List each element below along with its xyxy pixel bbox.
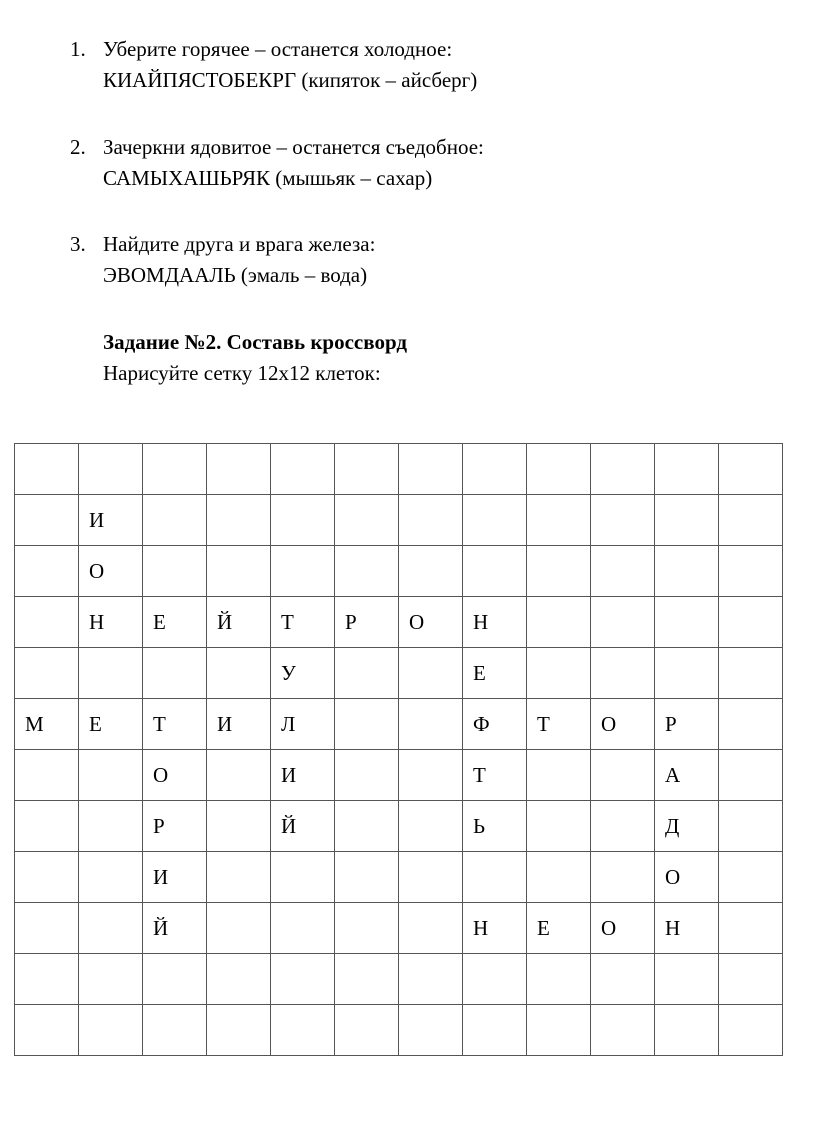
crossword-cell bbox=[655, 444, 719, 495]
task-question: Найдите друга и врага железа: bbox=[103, 232, 376, 256]
crossword-cell bbox=[655, 648, 719, 699]
crossword-cell: О bbox=[399, 597, 463, 648]
crossword-cell bbox=[591, 954, 655, 1005]
crossword-cell bbox=[591, 801, 655, 852]
crossword-cell bbox=[527, 1005, 591, 1056]
crossword-cell: Н bbox=[463, 597, 527, 648]
task-number: 3. bbox=[70, 232, 86, 256]
crossword-cell bbox=[719, 852, 783, 903]
crossword-cell bbox=[591, 444, 655, 495]
crossword-cell bbox=[335, 444, 399, 495]
crossword-cell bbox=[399, 954, 463, 1005]
crossword-cell bbox=[719, 597, 783, 648]
task-answer: САМЫХАШЬРЯК (мышьяк – сахар) bbox=[103, 166, 433, 190]
crossword-cell bbox=[655, 495, 719, 546]
crossword-cell bbox=[207, 954, 271, 1005]
crossword-cell bbox=[271, 444, 335, 495]
crossword-cell: Т bbox=[527, 699, 591, 750]
crossword-cell: Т bbox=[271, 597, 335, 648]
crossword-cell bbox=[143, 546, 207, 597]
crossword-row bbox=[15, 852, 783, 903]
crossword-cell bbox=[335, 648, 399, 699]
crossword-cell bbox=[79, 801, 143, 852]
crossword-cell bbox=[15, 750, 79, 801]
crossword-cell bbox=[271, 954, 335, 1005]
crossword-cell bbox=[591, 1005, 655, 1056]
crossword-cell: Н bbox=[463, 903, 527, 954]
crossword-cell bbox=[719, 801, 783, 852]
crossword-cell bbox=[399, 801, 463, 852]
crossword-cell: О bbox=[591, 903, 655, 954]
crossword-cell: Р bbox=[335, 597, 399, 648]
crossword-cell bbox=[527, 444, 591, 495]
crossword-cell: Й bbox=[143, 903, 207, 954]
task-answer: КИАЙПЯСТОБЕКРГ (кипяток – айсберг) bbox=[103, 68, 478, 92]
crossword-cell bbox=[143, 648, 207, 699]
crossword-cell bbox=[527, 954, 591, 1005]
crossword-cell bbox=[527, 546, 591, 597]
crossword-cell bbox=[271, 495, 335, 546]
crossword-row bbox=[15, 1005, 783, 1056]
crossword-cell bbox=[591, 852, 655, 903]
crossword-cell bbox=[207, 750, 271, 801]
crossword-cell bbox=[79, 954, 143, 1005]
crossword-cell bbox=[207, 903, 271, 954]
crossword-cell bbox=[399, 1005, 463, 1056]
crossword-cell bbox=[591, 495, 655, 546]
crossword-cell bbox=[15, 648, 79, 699]
crossword-cell bbox=[15, 546, 79, 597]
task-item bbox=[70, 132, 770, 194]
crossword-cell bbox=[591, 546, 655, 597]
crossword-cell bbox=[335, 1005, 399, 1056]
crossword-cell: У bbox=[271, 648, 335, 699]
crossword-cell bbox=[527, 750, 591, 801]
crossword-cell bbox=[527, 495, 591, 546]
crossword-row bbox=[15, 546, 783, 597]
crossword-cell bbox=[719, 903, 783, 954]
crossword-cell bbox=[143, 444, 207, 495]
crossword-cell bbox=[79, 444, 143, 495]
crossword-cell bbox=[463, 954, 527, 1005]
crossword-row bbox=[15, 597, 783, 648]
crossword-cell: Н bbox=[79, 597, 143, 648]
crossword-cell: И bbox=[207, 699, 271, 750]
section-instruction: Нарисуйте сетку 12х12 клеток: bbox=[103, 361, 381, 385]
crossword-cell bbox=[335, 903, 399, 954]
crossword-cell: Р bbox=[143, 801, 207, 852]
crossword-cell: Е bbox=[527, 903, 591, 954]
crossword-cell bbox=[143, 954, 207, 1005]
crossword-grid bbox=[14, 443, 783, 1056]
crossword-cell: Т bbox=[463, 750, 527, 801]
crossword-row bbox=[15, 495, 783, 546]
crossword-cell: Т bbox=[143, 699, 207, 750]
crossword-cell bbox=[335, 801, 399, 852]
crossword-cell bbox=[591, 648, 655, 699]
crossword-row bbox=[15, 699, 783, 750]
crossword-cell bbox=[719, 750, 783, 801]
crossword-cell bbox=[271, 852, 335, 903]
crossword-cell: Й bbox=[271, 801, 335, 852]
crossword-cell: О bbox=[79, 546, 143, 597]
crossword-cell: А bbox=[655, 750, 719, 801]
crossword-cell: О bbox=[143, 750, 207, 801]
crossword-cell bbox=[207, 648, 271, 699]
crossword-cell: И bbox=[143, 852, 207, 903]
crossword-cell bbox=[15, 903, 79, 954]
crossword-cell bbox=[591, 750, 655, 801]
crossword-cell bbox=[79, 648, 143, 699]
crossword-cell bbox=[15, 852, 79, 903]
crossword-cell bbox=[15, 1005, 79, 1056]
crossword-cell bbox=[527, 648, 591, 699]
crossword-cell bbox=[79, 750, 143, 801]
task-answer: ЭВОМДААЛЬ (эмаль – вода) bbox=[103, 263, 368, 287]
crossword-row bbox=[15, 750, 783, 801]
crossword-cell bbox=[207, 852, 271, 903]
crossword-cell bbox=[15, 495, 79, 546]
crossword-cell: Е bbox=[79, 699, 143, 750]
crossword-cell: Н bbox=[655, 903, 719, 954]
crossword-cell bbox=[399, 444, 463, 495]
crossword-cell bbox=[399, 903, 463, 954]
task-number: 2. bbox=[70, 135, 86, 159]
crossword-cell bbox=[143, 1005, 207, 1056]
section-title: Задание №2. Составь кроссворд bbox=[103, 330, 407, 354]
crossword-cell bbox=[335, 750, 399, 801]
crossword-cell bbox=[335, 699, 399, 750]
crossword-cell bbox=[463, 546, 527, 597]
crossword-cell bbox=[527, 597, 591, 648]
task-item bbox=[70, 229, 770, 291]
crossword-cell bbox=[463, 495, 527, 546]
crossword-cell bbox=[271, 903, 335, 954]
crossword-cell bbox=[207, 801, 271, 852]
task-item bbox=[70, 34, 770, 96]
crossword-cell bbox=[79, 903, 143, 954]
crossword-cell bbox=[655, 1005, 719, 1056]
crossword-cell bbox=[527, 801, 591, 852]
crossword-cell bbox=[79, 1005, 143, 1056]
crossword-row bbox=[15, 801, 783, 852]
crossword-cell bbox=[207, 444, 271, 495]
crossword-cell bbox=[655, 954, 719, 1005]
crossword-cell bbox=[15, 444, 79, 495]
task-question: Зачеркни ядовитое – останется съедобное: bbox=[103, 135, 484, 159]
task-number: 1. bbox=[70, 37, 86, 61]
crossword-cell bbox=[719, 495, 783, 546]
crossword-cell bbox=[15, 801, 79, 852]
crossword-cell bbox=[655, 546, 719, 597]
crossword-cell: Д bbox=[655, 801, 719, 852]
crossword-cell bbox=[463, 852, 527, 903]
crossword-cell bbox=[271, 546, 335, 597]
crossword-cell bbox=[335, 546, 399, 597]
crossword-cell bbox=[399, 495, 463, 546]
crossword-cell: Ь bbox=[463, 801, 527, 852]
crossword-cell bbox=[719, 1005, 783, 1056]
crossword-cell: О bbox=[591, 699, 655, 750]
crossword-cell bbox=[335, 954, 399, 1005]
crossword-cell bbox=[463, 444, 527, 495]
crossword-cell: М bbox=[15, 699, 79, 750]
crossword-cell bbox=[207, 1005, 271, 1056]
crossword-cell: Е bbox=[143, 597, 207, 648]
crossword-cell bbox=[655, 597, 719, 648]
crossword-cell bbox=[399, 648, 463, 699]
crossword-cell: И bbox=[79, 495, 143, 546]
crossword-cell bbox=[207, 546, 271, 597]
crossword-cell: Ф bbox=[463, 699, 527, 750]
crossword-cell: И bbox=[271, 750, 335, 801]
crossword-cell bbox=[719, 954, 783, 1005]
crossword-cell bbox=[15, 954, 79, 1005]
crossword-row bbox=[15, 444, 783, 495]
crossword-cell bbox=[271, 1005, 335, 1056]
crossword-cell bbox=[399, 750, 463, 801]
crossword-cell: Й bbox=[207, 597, 271, 648]
crossword-body bbox=[15, 444, 783, 1056]
crossword-cell: Е bbox=[463, 648, 527, 699]
crossword-cell bbox=[399, 546, 463, 597]
crossword-cell bbox=[207, 495, 271, 546]
crossword-cell bbox=[15, 597, 79, 648]
crossword-cell bbox=[399, 852, 463, 903]
crossword-row bbox=[15, 648, 783, 699]
crossword-cell: Р bbox=[655, 699, 719, 750]
crossword-cell bbox=[143, 495, 207, 546]
crossword-cell bbox=[719, 699, 783, 750]
crossword-cell bbox=[463, 1005, 527, 1056]
crossword-row bbox=[15, 954, 783, 1005]
crossword-cell bbox=[719, 648, 783, 699]
crossword-cell bbox=[719, 444, 783, 495]
crossword-cell bbox=[79, 852, 143, 903]
task-question: Уберите горячее – останется холодное: bbox=[103, 37, 453, 61]
crossword-cell bbox=[335, 495, 399, 546]
crossword-cell bbox=[335, 852, 399, 903]
crossword-cell: Л bbox=[271, 699, 335, 750]
crossword-cell bbox=[719, 546, 783, 597]
crossword-row bbox=[15, 903, 783, 954]
crossword-cell bbox=[399, 699, 463, 750]
crossword-cell bbox=[527, 852, 591, 903]
crossword-cell: О bbox=[655, 852, 719, 903]
crossword-cell bbox=[591, 597, 655, 648]
